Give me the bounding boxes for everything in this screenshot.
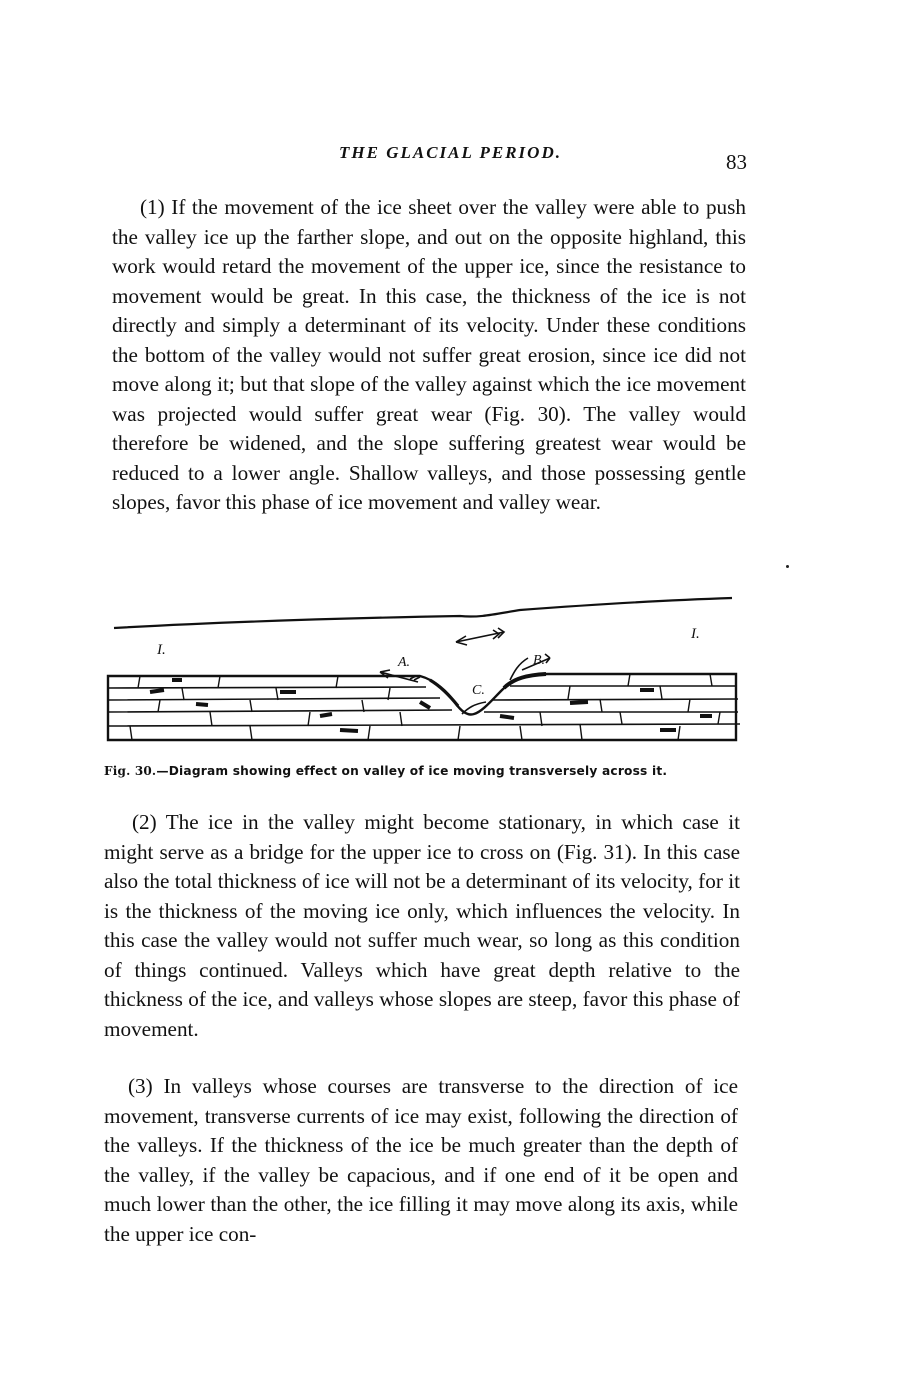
figure-caption-text: —Diagram showing effect on valley of ice moving transversely across it. (156, 764, 668, 778)
paragraph-2: (2) The ice in the valley might become stationary, in which case it might serve as a bridge for the upper ice to cross on (Fig. 31). In this case also the total thickness of ice will not be a determinant of its velocity, for it is the thickness of the moving ice only, which influences the velocity. In this case the valley would not suffer much wear, so long as this condition of things continued. Valleys which have great depth relative to the thickness of the ice, and valleys whose slopes are steep, favor this phase of movement. (104, 810, 740, 1041)
label-b: B. (533, 653, 546, 668)
figure-30-diagram (100, 588, 745, 758)
figure-caption-label: Fig. 30. (104, 764, 157, 778)
paragraph-1: (1) If the movement of the ice sheet over the valley were able to push the valley ice up the farther slope, and out on the opposite highland, this work would retard the movement of the upper ice, since the resistance to movement would be great. In this case, the thickness of the ice is not directly and simply a determinant of its velocity. Under these conditions the bottom of the valley would not suffer great erosion, since ice did not move along it; but that slope of the valley against which the ice movement was projected would suffer great wear (Fig. 30). The valley would therefore be widened, and the slope suffering greatest wear would be reduced to a lower angle. Shallow valleys, and those possessing gentle slopes, favor this phase of ice movement and valley wear. (112, 195, 746, 514)
label-c: C. (472, 683, 485, 698)
running-head: THE GLACIAL PERIOD. (339, 143, 562, 162)
rock-strata (108, 674, 740, 740)
paragraph-3: (3) In valleys whose courses are transverse to the direction of ice movement, transverse currents of ice may exist, following the direction of the valleys. If the thickness of the ice be much greater than the depth of the valley, if the valley be capacious, and if one end of it be open and much lower than the other, the ice filling it may move along its axis, while the upper ice con- (104, 1074, 738, 1246)
ice-direction-arrow-icon (456, 628, 504, 645)
label-ice-right: I. (691, 626, 700, 642)
ice-surface-line (114, 598, 732, 628)
figure-caption (104, 764, 754, 778)
page-number: 83 (726, 150, 747, 174)
print-speck (786, 565, 789, 568)
label-a: A. (398, 655, 411, 670)
label-ice-left: I. (157, 642, 166, 658)
